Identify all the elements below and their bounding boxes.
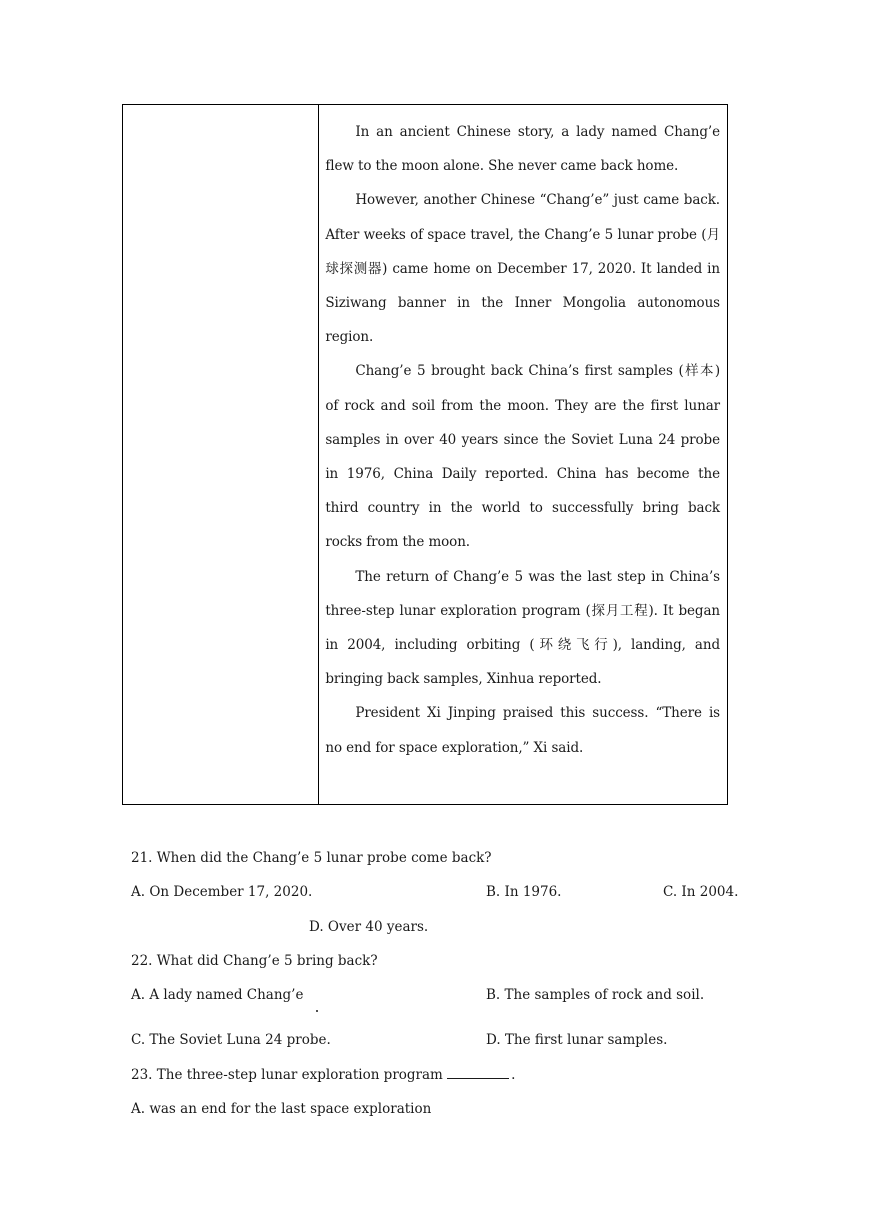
passage-text-cell	[319, 105, 727, 804]
passage-paragraph-4: The return of Chang’e 5 was the last step in China’s three-step lunar exploration program (探月工程). It began in 2004, including orbiting (环绕飞行), landing, and bringing back samples, Xinhua reported.	[325, 568, 720, 688]
question-22-stem: 22. What did Chang’e 5 bring back?	[131, 953, 378, 969]
question-21-option-a[interactable]: A. On December 17, 2020.	[131, 884, 313, 900]
question-22-option-d[interactable]: D. The first lunar samples.	[486, 1032, 668, 1048]
passage-paragraph-2: However, another Chinese “Chang’e” just came back. After weeks of space travel, the Chang’e 5 lunar probe (月球探测器) came home on December 17, 2020. It landed in Siziwang banner in the Inner Mongolia autonomous region.	[325, 192, 720, 346]
stray-dot-mark	[316, 1010, 318, 1012]
question-21-option-c[interactable]: C. In 2004.	[663, 884, 739, 900]
question-23-option-a[interactable]: A. was an end for the last space exploration	[131, 1101, 432, 1117]
question-23-stem-text: 23. The three-step lunar exploration program	[131, 1067, 443, 1083]
passage-paragraph-1: In an ancient Chinese story, a lady named Chang’e flew to the moon alone. She never came back home.	[325, 124, 720, 175]
passage-paragraph-5: President Xi Jinping praised this success. “There is no end for space exploration,” Xi said.	[325, 705, 720, 756]
question-21-option-b[interactable]: B. In 1976.	[486, 884, 562, 900]
passage-table	[122, 104, 728, 805]
question-21-stem: 21. When did the Chang’e 5 lunar probe come back?	[131, 850, 492, 866]
question-21-option-d[interactable]: D. Over 40 years.	[309, 919, 429, 935]
question-22-option-b[interactable]: B. The samples of rock and soil.	[486, 987, 705, 1003]
question-22-option-c[interactable]: C. The Soviet Luna 24 probe.	[131, 1032, 331, 1048]
empty-left-cell	[123, 105, 319, 804]
answer-blank[interactable]	[447, 1064, 509, 1079]
question-23-stem-end: .	[511, 1067, 516, 1083]
question-22-option-a[interactable]: A. A lady named Chang’e	[131, 987, 304, 1003]
passage-paragraph-3: Chang’e 5 brought back China’s first samples (样本) of rock and soil from the moon. They are the first lunar samples in over 40 years since the Soviet Luna 24 probe in 1976, China Daily reported. China has become the third country in the world to successfully bring back rocks from the moon.	[325, 363, 720, 551]
question-23-stem	[131, 1064, 515, 1085]
